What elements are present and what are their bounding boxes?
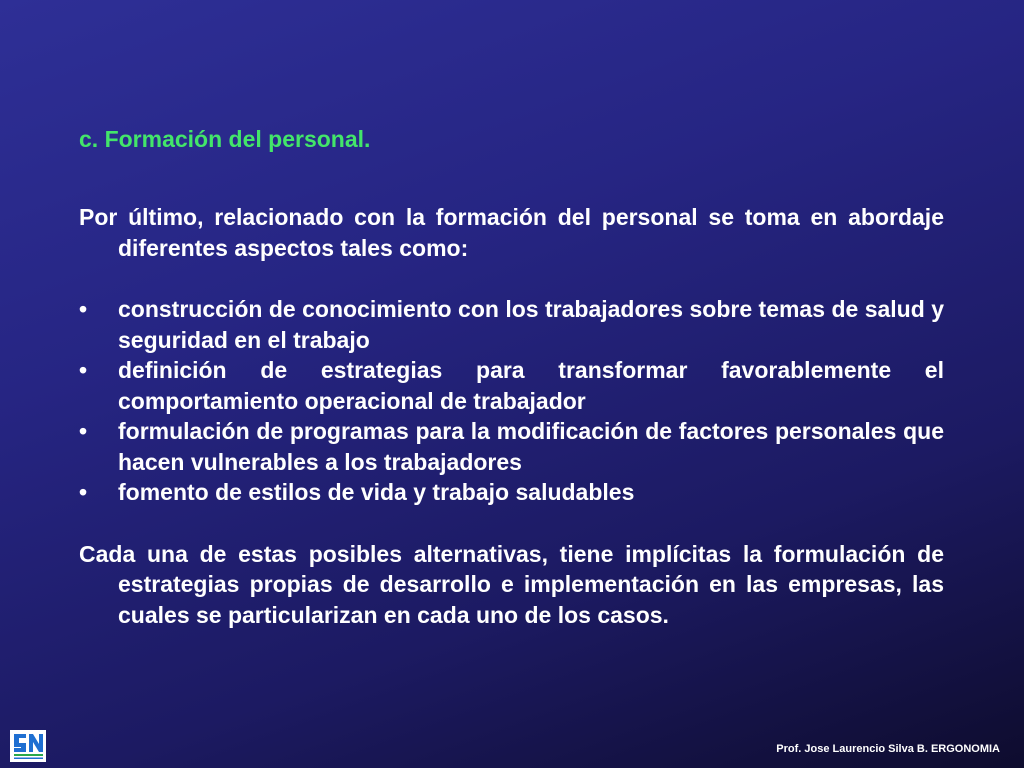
slide-title: c. Formación del personal. (79, 126, 371, 152)
bullet-item (79, 416, 944, 477)
logo-letter-s (14, 734, 26, 752)
bullet-marker: • (79, 296, 88, 322)
bullet-item (79, 355, 944, 416)
bullet-item (79, 294, 944, 355)
bullet-text: construcción de conocimiento con los trabajadores sobre temas de salud y seguridad en el trabajo (118, 296, 944, 353)
institution-logo-icon (10, 730, 46, 762)
bullet-marker: • (79, 357, 88, 383)
bullet-marker: • (79, 479, 88, 505)
logo-stripe (14, 758, 43, 760)
logo-stripe (14, 754, 43, 756)
bullet-item (79, 477, 944, 508)
closing-paragraph: Cada una de estas posibles alternativas, tiene implícitas la formulación de estrategias propias de desarrollo e implementación en las empresas, las cuales se particularizan en cada uno de los casos. (79, 540, 944, 628)
intro-paragraph: Por último, relacionado con la formación del personal se toma en abordaje diferentes aspectos tales como: (79, 204, 944, 261)
slide-body (79, 202, 944, 630)
bullet-text: definición de estrategias para transformar favorablemente el comportamiento operacional de trabajador (118, 357, 944, 414)
footer-credit: Prof. Jose Laurencio Silva B. ERGONOMIA (776, 743, 1000, 755)
bullet-text: formulación de programas para la modificación de factores personales que hacen vulnerables a los trabajadores (118, 418, 944, 475)
bullet-list (79, 294, 944, 508)
bullet-text: fomento de estilos de vida y trabajo saludables (118, 479, 635, 505)
bullet-marker: • (79, 418, 88, 444)
